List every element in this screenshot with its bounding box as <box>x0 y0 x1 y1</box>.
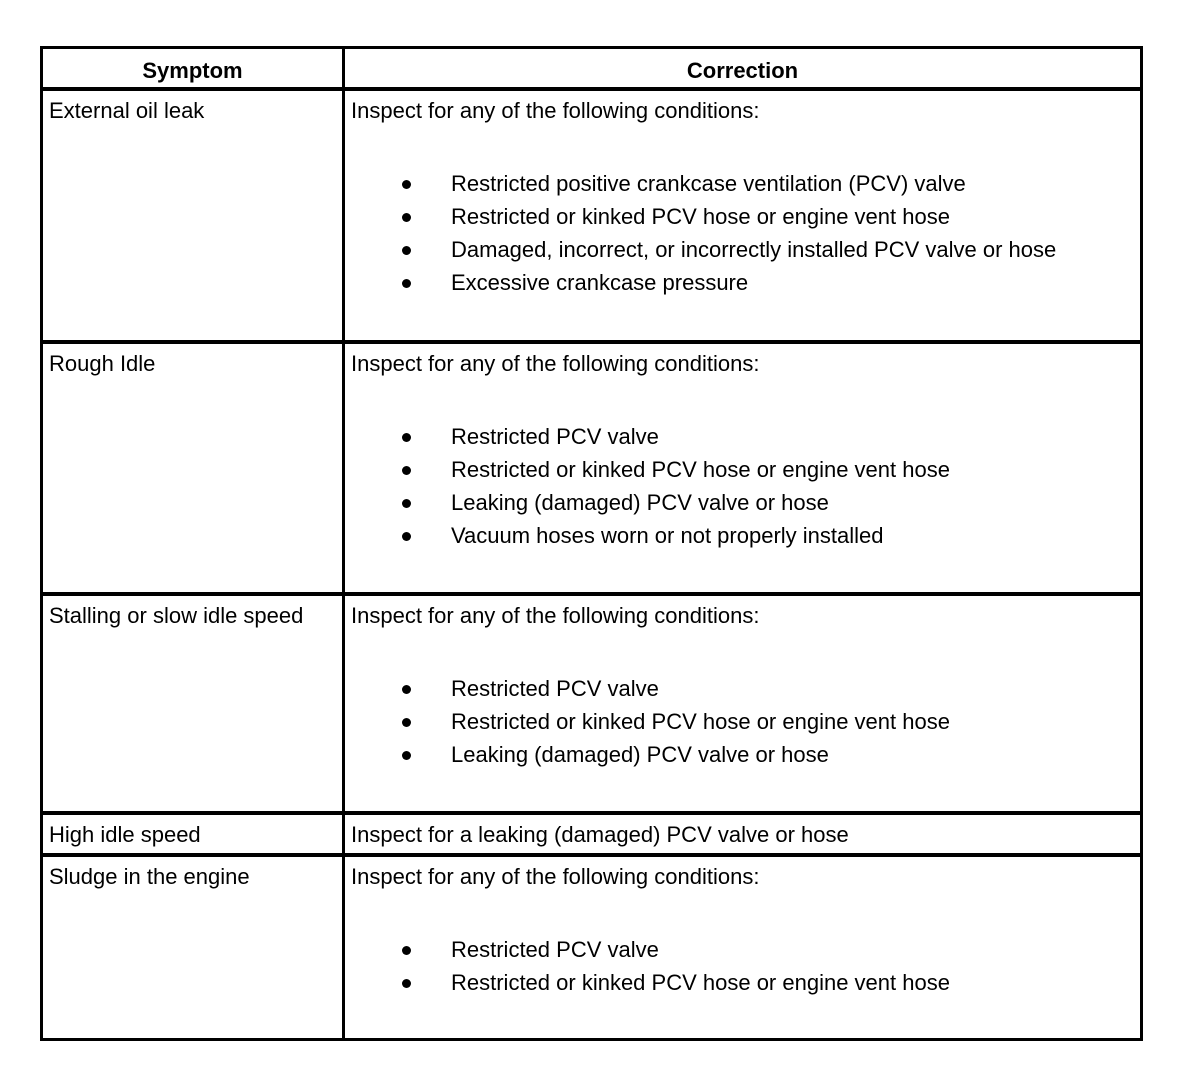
table-row <box>43 857 1140 1038</box>
symptom-cell: Stalling or slow idle speed <box>49 603 304 628</box>
header-symptom: Symptom <box>142 58 243 83</box>
bullet-icon <box>402 499 411 508</box>
bullet-icon <box>402 718 411 727</box>
column-divider <box>342 857 345 1038</box>
list-item-text: Restricted or kinked PCV hose or engine vent hose <box>451 970 950 995</box>
symptom-correction-table <box>40 46 1143 1041</box>
symptom-cell: High idle speed <box>49 822 201 847</box>
list-item-text: Excessive crankcase pressure <box>451 270 749 295</box>
bullet-icon <box>402 751 411 760</box>
list-item <box>351 738 1136 771</box>
list-item <box>351 200 1136 233</box>
correction-intro: Inspect for any of the following conditions: <box>351 603 760 628</box>
list-item <box>351 486 1136 519</box>
correction-cell <box>351 350 1136 552</box>
correction-cell <box>351 97 1136 299</box>
correction-intro: Inspect for any of the following conditions: <box>351 351 760 376</box>
correction-intro: Inspect for any of the following conditions: <box>351 864 760 889</box>
table-row <box>43 596 1140 815</box>
symptom-cell: Rough Idle <box>49 351 156 376</box>
table-row <box>43 91 1140 344</box>
correction-intro: Inspect for any of the following conditions: <box>351 98 760 123</box>
list-item <box>351 519 1136 552</box>
bullet-icon <box>402 466 411 475</box>
list-item-text: Restricted positive crankcase ventilation (PCV) valve <box>451 171 966 196</box>
bullet-icon <box>402 532 411 541</box>
list-item <box>351 933 1136 966</box>
list-item <box>351 420 1136 453</box>
condition-list <box>351 933 1136 999</box>
table-row <box>43 344 1140 596</box>
header-correction: Correction <box>686 58 799 83</box>
correction-cell <box>351 821 1136 849</box>
list-item-text: Restricted or kinked PCV hose or engine vent hose <box>451 457 950 482</box>
correction-cell <box>351 863 1136 999</box>
column-divider <box>342 344 345 592</box>
list-item <box>351 672 1136 705</box>
column-divider <box>342 815 345 853</box>
table-row <box>43 815 1140 857</box>
condition-list <box>351 420 1136 552</box>
list-item <box>351 453 1136 486</box>
bullet-icon <box>402 946 411 955</box>
bullet-icon <box>402 685 411 694</box>
list-item-text: Leaking (damaged) PCV valve or hose <box>451 490 829 515</box>
list-item <box>351 966 1136 999</box>
list-item <box>351 167 1136 200</box>
condition-list <box>351 672 1136 771</box>
correction-intro: Inspect for a leaking (damaged) PCV valve or hose <box>351 822 849 847</box>
list-item-text: Restricted PCV valve <box>451 937 659 962</box>
list-item <box>351 266 1136 299</box>
column-divider <box>342 596 345 811</box>
bullet-icon <box>402 433 411 442</box>
bullet-icon <box>402 180 411 189</box>
list-item-text: Damaged, incorrect, or incorrectly installed PCV valve or hose <box>451 237 1057 262</box>
bullet-icon <box>402 213 411 222</box>
list-item <box>351 705 1136 738</box>
bullet-icon <box>402 979 411 988</box>
list-item-text: Restricted or kinked PCV hose or engine vent hose <box>451 709 950 734</box>
bullet-icon <box>402 279 411 288</box>
list-item-text: Leaking (damaged) PCV valve or hose <box>451 742 829 767</box>
list-item-text: Restricted PCV valve <box>451 676 659 701</box>
condition-list <box>351 167 1136 299</box>
list-item-text: Restricted PCV valve <box>451 424 659 449</box>
symptom-cell: External oil leak <box>49 98 205 123</box>
list-item <box>351 233 1136 266</box>
list-item-text: Restricted or kinked PCV hose or engine vent hose <box>451 204 950 229</box>
table-header-row <box>43 49 1140 91</box>
symptom-cell: Sludge in the engine <box>49 864 250 889</box>
correction-cell <box>351 602 1136 771</box>
list-item-text: Vacuum hoses worn or not properly installed <box>451 523 884 548</box>
bullet-icon <box>402 246 411 255</box>
column-divider <box>342 91 345 340</box>
